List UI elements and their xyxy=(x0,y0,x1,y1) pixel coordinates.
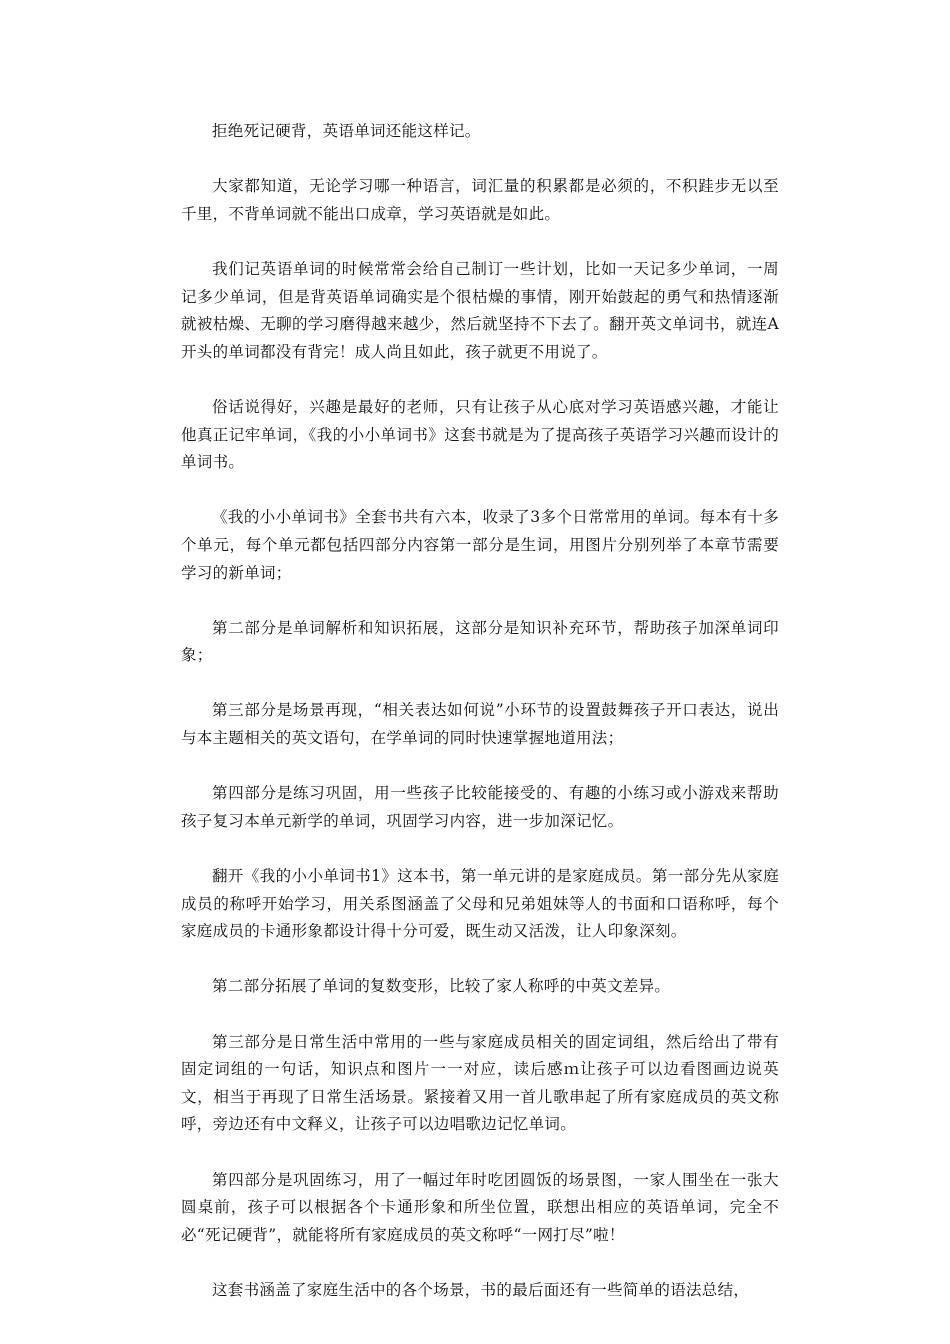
paragraph-title: 拒绝死记硬背，英语单词还能这样记。 xyxy=(212,122,481,140)
paragraph: 《我的小小单词书》全套书共有六本，收录了3多个日常常用的单词。每本有十多个单元，每个单元都包括四部分内容第一部分是生词，用图片分别列举了本章节需要学习的新单词； xyxy=(181,508,779,582)
paragraph: 翻开《我的小小单词书1》这本书，第一单元讲的是家庭成员。第一部分先从家庭成员的称呼开始学习，用关系图涵盖了父母和兄弟姐妹等人的书面和口语称呼，每个家庭成员的卡通形象都设计得十分可爱，既生动又活泼，让人印象深刻。 xyxy=(181,867,779,941)
paragraph: 第二部分是单词解析和知识拓展，这部分是知识补充环节，帮助孩子加深单词印象； xyxy=(181,618,779,665)
paragraph: 这套书涵盖了家庭生活中的各个场景，书的最后面还有一些简单的语法总结， xyxy=(212,1280,750,1299)
paragraph: 第二部分拓展了单词的复数变形，比较了家人称呼的中英文差异。 xyxy=(212,977,671,996)
paragraph: 第四部分是练习巩固，用一些孩子比较能接受的、有趣的小练习或小游戏来帮助孩子复习本单元新学的单词，巩固学习内容，进一步加深记忆。 xyxy=(181,784,779,830)
document-body xyxy=(181,118,779,1332)
paragraph: 我们记英语单词的时候常常会给自己制订一些计划，比如一天记多少单词，一周记多少单词，但是背英语单词确实是个很枯燥的事情，刚开始鼓起的勇气和热情逐渐就被枯燥、无聊的学习磨得越来越少，然后就坚持不下去了。翻开英文单词书，就连A开头的单词都没有背完！成人尚且如此，孩子就更不用说了。 xyxy=(181,259,779,361)
paragraph: 俗话说得好，兴趣是最好的老师，只有让孩子从心底对学习英语感兴趣，才能让他真正记牢单词，《我的小小单词书》这套书就是为了提高孩子英语学习兴趣而设计的单词书。 xyxy=(181,397,779,472)
paragraph: 第三部分是日常生活中常用的一些与家庭成员相关的固定词组，然后给出了带有固定词组的一句话，知识点和图片一一对应，读后感ｍ让孩子可以边看图画边说英文，相当于再现了日常生活场景。紧接着又用一首儿歌串起了所有家庭成员的英文称呼，旁边还有中文释义，让孩子可以边唱歌边记忆单词。 xyxy=(181,1032,779,1134)
paragraph: 第三部分是场景再现，“相关表达如何说”小环节的设置鼓舞孩子开口表达，说出与本主题相关的英文语句，在学单词的同时快速掌握地道用法； xyxy=(181,701,779,748)
paragraph: 第四部分是巩固练习，用了一幅过年时吃团圆饭的场景图，一家人围坐在一张大圆桌前，孩子可以根据各个卡通形象和所坐位置，联想出相应的英语单词，完全不必“死记硬背”，就能将所有家庭成员的英文称呼“一网打尽”啦！ xyxy=(181,1170,779,1244)
paragraph: 大家都知道，无论学习哪一种语言，词汇量的积累都是必须的，不积跬步无以至千里，不背单词就不能出口成章，学习英语就是如此。 xyxy=(181,177,779,223)
